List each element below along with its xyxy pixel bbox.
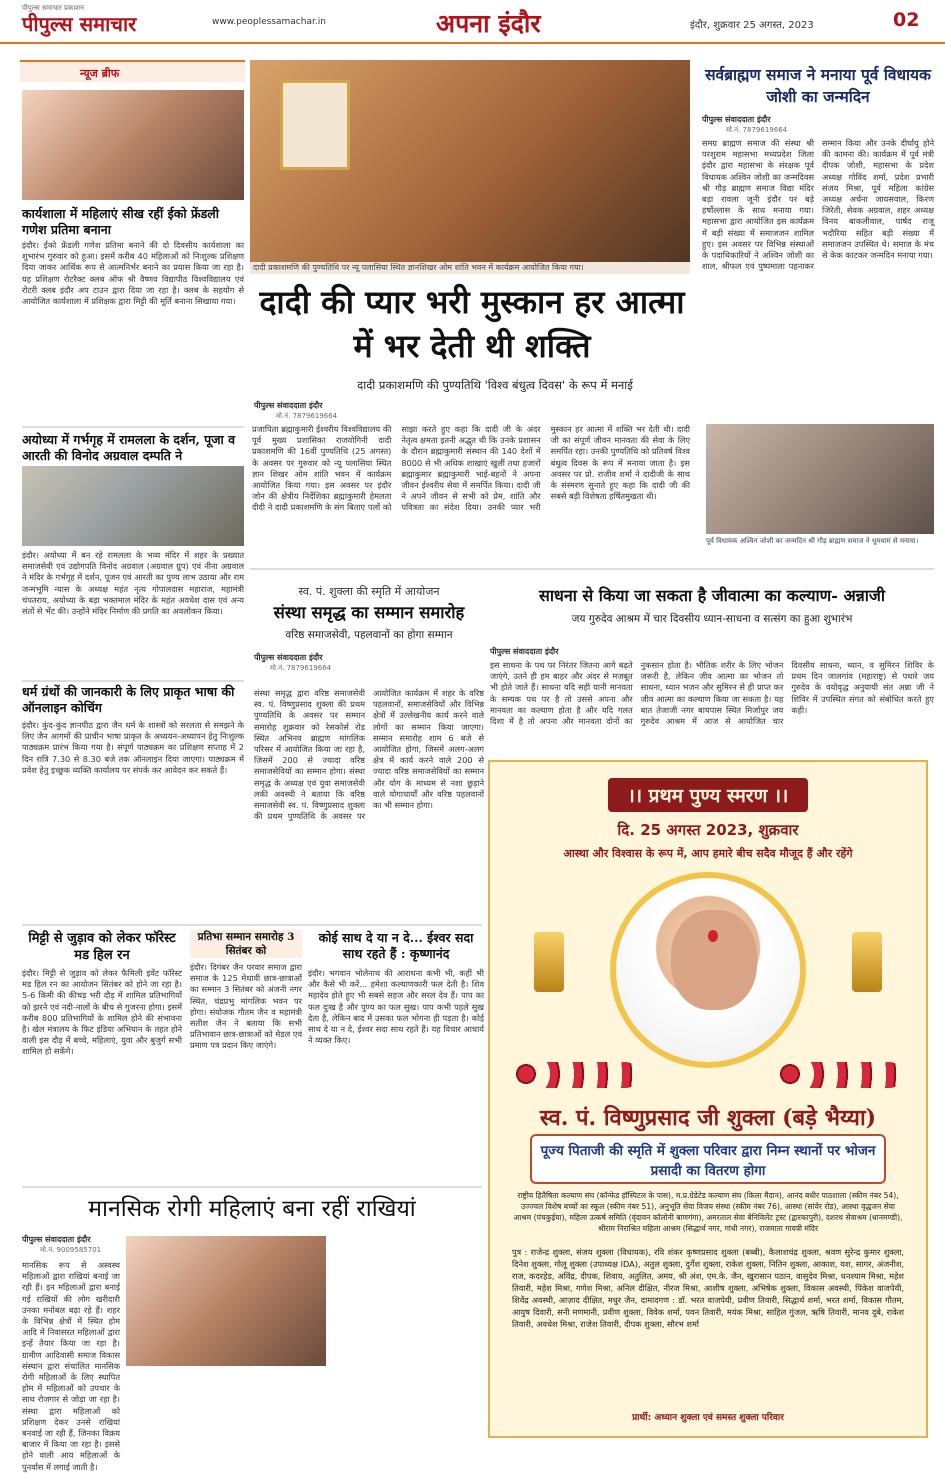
s9-headline: साधना से किया जा सकता है जीवात्मा का कल्याण- अन्नाजी [539,586,885,605]
right-roses-decoration [780,1062,900,1088]
s5-body: इंदौर। दिगंबर जैन परवार समाज द्वारा समाज के 125 मेधावी छात्र-छात्राओं का सम्मान 3 सितंबर को अंजनी नगर स्थित, चंद्रप्रभु मांगलिक भवन पर होगा। संयोजक गौतम जैन व महामंत्री सतीश जैन ने बताया कि सभी प्रतिभावान छात्र-छात्राओं को मेडल एवं प्रमाण पत्र प्रदान किए जाएंगे। [190,962,302,1051]
website-link[interactable]: www.peoplessamachar.in [212,17,326,27]
tilak-mark [708,930,718,942]
s9-byline: पीपुल्स संवाददाता इंदौर [490,647,559,656]
page-number: 02 [893,9,920,31]
memorial-quote: आस्था और विश्वास के रूप में, आप हमारे बीच सदैव मौजूद हैं और रहेंगे [563,847,853,860]
right1-mobile: मो.नं. 7879619664 [726,126,788,134]
s7-body: मानसिक रूप से अस्वस्थ महिलाओं द्वारा राखियां बनाई जा रही हैं। इन महिलाओं द्वारा बनाई गई राखियों की लोग खरीदारी उनका मनोबल बढ़ा रहे हैं। शहर के विभिन्न क्षेत्रों में स्थित होम आदि में निवासरत महिलाओं द्वारा इन्हें तैयार किया जा रहा है। ग्रामीण आदिवासी समाज विकास संस्थान द्वारा संचालित मानसिक रोगी महिलाओं के लिए स्थापित होम में महिलाओं को उपचार के साथ रोजगार से जोड़ा जा रहा है। संस्था द्वारा महिलाओं को प्रशिक्षण देकर उनसे राखियां बनवाई जा रही हैं, जिनका विक्रय बाजार में किया जा रहा है। इससे होने वाली आय महिलाओं के पुनर्वास में लगाई जाती है। [22,1260,120,1472]
portrait-frame [280,80,350,170]
workshop-photo [22,90,244,200]
memorial-places: राष्ट्रीय हितैषिता कल्याण संघ (कॉन्फेड हॉस्पिटल के पास), म.प्र.ग्रेडेटेड कल्याण संघ (किला मैदान), आनंद बधीर पाठशाला (स्कीम नंबर 54), उज्ज्वल विशेष बच्चों का स्कूल (स्कीम नंबर 51), अनुभूति सेवा विजय संस्था (स्कीम नंबर 76), आस्था (सांवेर रोड), आस्था वृद्धजन सेवा आश्रम (पंचकुईया), महिला उत्कर्ष समिति (वृंदावन कॉलोनी बाणगंगा), अमरताल सेवा बेनिविलेंट ट्रस्ट (द्वारकापुरी), दशरथ सेवाश्रम (धानमण्डी), श्रीराम निराश्रित महिला आश्रम (सिद्धार्थ नगर, गांधी नगर), राजमाता गायत्री मंदिर [513,1191,903,1233]
memorial-info-box: पूज्य पिताजी की स्मृति में शुक्ला परिवार द्वारा निम्न स्थानों पर भोजन प्रसादी का वितरण होगा [530,1134,886,1184]
left-roses-decoration [516,1062,636,1088]
s5-headline: प्रतिभा सम्मान समारोह 3 सितंबर को [190,930,302,958]
memorial-ad [488,760,928,1438]
s3-headline: धर्म ग्रंथों की जानकारी के लिए प्राकृत भाषा की ऑनलाइन कोचिंग [22,684,235,715]
s9-body: इस साधना के पथ पर निरंतर जितना आगे बढ़ते जाएंगे, उतने ही हम बाहर और अंदर से मजबूत भी होते जाते हैं। साधना यदि सही यानी मानवता के सम्यक पथ पर है तो उससे अपना और मानवता का कल्याण होता है और यदि गलत दिशा में है तो अपना और मानवता दोनों का नुकसान होता है। भौतिक शरीर के लिए भोजन जरूरी है, लेकिन जीव आत्मा का भोजन तो साधना, ध्यान भजन और सुमिरन से ही प्राप्त कर जीव आत्मा का कल्याण किया जा सकता है। यह बात तेजाजी नगर बायपास स्थित मिर्जापुर जय गुरुदेव आश्रम में आज से आयोजित चार दिवसीय साधना, ध्यान, व सुमिरन शिविर के प्रथम दिन जालगांव (महाराष्ट्र) से पधारे जय गुरुदेव के वयोवृद्ध अनुयायी संत अन्ना जी ने शिविर में उपस्थित संगत को संबोधित करते हुए कही। [490,660,934,727]
s8-subhead: वरिष्ठ समाजसेवी, पहलवानों का होगा सम्मान [285,629,453,641]
memorial-name: स्व. पं. विष्णुप्रसाद जी शुक्ला (बड़े भैय्या) [539,1105,877,1131]
s4-body: इंदौर। मिट्टी से जुड़ाव को लेकर फैमिली इवेंट फॉरेस्ट मड हिल रन का आयोजन सितंबर को होने जा रहा है। 5-6 किमी की कीचड़ भरी दौड़ में शामिल प्रतिभागियों को झरने एवं नदी-नालों के बीच से गुजरना होगा। इसमें करीब 800 प्रतिभागियों के शामिल होने की संभावना है। खेल मंत्रालय के फिट इंडिया अभियान के तहत होने वाली इस दौड़ में बच्चे, महिलाएं, युवा और बुजुर्ग सभी शामिल हो सकेंगे। [22,968,182,1057]
tagline: पीपुल्स समाचार प्रकाशन [22,4,84,12]
s7-mobile: मो.नं. 9009585701 [40,1246,102,1254]
memorial-family: पुत्र : राजेन्द्र शुक्ला, संजय शुक्ला (विधायक), रवि शंकर कृष्णप्रसाद शुक्ला (बब्बी), कैलाशचंद्र शुक्ला, श्रवण सुरेन्द्र कुमार शुक्ला, दिनेश शुक्ला, गोलू शुक्ला (उपाध्यक्ष IDA), अतुल शुक्ला, दुर्गेश शुक्ला, राकेश शुक्ला, नितिन शुक्ला, आकाश, यश, सागर, अंजनीश, राज, कदरहेड, अविंद्र, दीपक, शिवाय, अतुलित, अमय, श्री अंश, एम.के. जैन, खुरासान पठान, वासुदेव मिश्रा, धनश्याम मिश्रा, महेश तिवारी, महेश मिश्रा, गणेश मिश्रा, अनिल दीक्षित, नीरज मिश्रा, आशीष शुक्ला, अभिषेक शुक्ला, विकास अवस्थी, पिंकेश वाजपेयी, शिवेंद्र अवस्थी, आज़ाद दीक्षित, मधुर जैन, दामादगण : डॉ. भरत वाजपेयी, प्रवीण तिवारी, सिद्धार्थ शर्मा, भरत शर्मा, विकास गौतम, आयुष दिवारी, सनी मणमानी, प्रवीण शुक्ला, विवेक शर्मा, पवन तिवारी, मयंक मिश्रा, साहिल गुंजल, ऋषि तिवारी, मानव दुबे, राकेश तिवारी, अवधेश मिश्रा, राजेश तिवारी, दीपक शुक्ला, सौरभ शर्मा [512,1247,904,1329]
s6-headline: कोई साथ दे या न दे... ईश्वर सदा साथ रहते हैं : कृष्णानंद [318,930,474,961]
s7-headline: मानसिक रोगी महिलाएं बना रहीं राखियां [88,1196,416,1222]
masthead [0,0,945,44]
right1-headline: सर्वब्राह्मण समाज ने मनाया पूर्व विधायक जोशी का जन्मदिन [705,65,931,106]
rakhi-photo [126,1236,326,1366]
memorial-title: ।। प्रथम पुण्य स्मरण ।। [608,778,809,812]
memorial-footer: प्रार्थी: अध्यान शुक्ला एवं समस्त शुक्ला परिवार [632,1413,784,1423]
s7-byline: पीपुल्स संवाददाता इंदौर [22,1235,91,1244]
right1-byline: पीपुल्स संवाददाता इंदौर [702,115,771,124]
left-candle-icon [534,932,564,992]
dateline: इंदौर, शुक्रवार 25 अगस्त, 2023 [690,20,814,31]
s9-subhead: जय गुरुदेव आश्रम में चार दिवसीय ध्यान-साधना व सत्संग का हुआ शुभारंभ [571,613,853,625]
newspaper-logo: पीपुल्स समाचार [22,12,137,36]
birthday-photo [706,424,934,534]
right-candle-icon [852,932,882,992]
lead-caption: दादी प्रकाशमणि की पुण्यतिथि पर न्यू पलासिया स्थित ज्ञानशिखर ओम शांति भवन में कार्यक्रम आयोजित किया गया। [250,262,690,274]
s8-body: संस्था समृद्ध द्वारा वरिष्ठ समाजसेवी स्व. पं. विष्णुप्रसाद शुक्ला की प्रथम पुण्यतिथि के अवसर पर सम्मान समारोह शुक्रवार को रेसकोर्स रोड स्थित अभिनव ब्राह्मण मांगलिक परिसर में आयोजित किया जा रहा है, जिसमें 200 से ज्यादा वरिष्ठ समाजसेवियों का सम्मान होगा। संस्था समृद्ध के अध्यक्ष एवं युवा समाजसेवी लकी अवस्थी ने बताया कि वरिष्ठ समाजसेवी स्व. पं. विष्णुप्रसाद शुक्ला की प्रथम पुण्यतिथि के अवसर पर आयोजित कार्यक्रम में शहर के वरिष्ठ पहलवानों, समाजसेवियों और विभिन्न क्षेत्रों में उल्लेखनीय कार्य करने वाले लोगों का सम्मान किया जाएगा। सम्मान समारोह शाम 6 बजे से आयोजित होगा, जिसमें अलग-अलग क्षेत्र में कार्य करने वाले 200 से ज्यादा वरिष्ठ समाजसेवियों का सम्मान और योग के माध्यम से नशा छुड़ाने वाले योगाचार्यों और वरिष्ठ पहलवानों का भी सम्मान होगा। [254,688,484,822]
birthday-caption: पूर्व विधायक अश्विन जोशी का जन्मदिन श्री गौड़ ब्राह्मण समाज ने धूमधाम से मनाया। [706,537,919,545]
s3-body: इंदौर। कुंद-कुंद ज्ञानपीठ द्वारा जैन धर्म के शास्त्रों को सरलता से समझने के लिए जैन आगमों की प्राचीन भाषा प्राकृत के अध्ययन-अध्यापन हेतु निःशुल्क पाठ्यक्रम प्रारंभ किया गया है। संपूर्ण पाठ्यक्रम का प्रशिक्षण सप्ताह में 2 दिन रात्रि 7.30 से 8.30 बजे तक ऑनलाइन दिया जाएगा। पाठ्यक्रम में प्रवेश हेतु इच्छुक व्यक्ति कार्यालय पर संपर्क कर आवेदन कर सकते हैं। [22,720,244,775]
ayodhya-photo [22,466,244,546]
s7-body-right [332,1236,480,1366]
s4-headline: मिट्टी से जुड़ाव को लेकर फॉरेस्ट मड हिल रन [28,931,176,963]
s8-mobile: मो.नं. 7879619664 [270,664,332,672]
news-brief-label: न्यूज ब्रीफ [20,60,245,82]
s8-headline: संस्था समृद्ध का सम्मान समारोह [273,603,465,622]
s2-body: इंदौर। अयोध्या में बन रहे रामलला के भव्य मंदिर में शहर के प्रख्यात समाजसेवी एवं उद्योगपति विनोद अग्रवाल (अग्रवाल ग्रुप) एवं नीना अग्रवाल ने मंदिर के गर्भगृह में दर्शन, पूजन एवं आरती का पुण्य लाभ उठाया और राम जन्मभूमि न्यास के अध्यक्ष महंत नृत्य गोपालदास महाराज, महामंत्री चंपतराय, अयोध्या के बड़ा भक्तमाल मंदिर के महंत अवधेश दास एवं अन्य संतों से भेंट की। उन्होंने मंदिर निर्माण की प्रगति का अवलोकन किया। [22,550,244,617]
right1-body: समग्र ब्राह्मण समाज की संस्था श्री परशुराम महासभा मध्यप्रदेश जिला इंदौर द्वारा महासभा के संरक्षक पूर्व विधायक अश्विन जोशी का जन्मदिवस श्री गौड़ ब्राह्मण समाज विद्या मंदिर बड़ा रावला जूनी इंदौर पर बड़े हर्षोल्लास के साथ मनाया गया। महासभा द्वारा आयोजित इस कार्यक्रम में बड़ी संख्या में समाजजन शामिल हुए। इस अवसर पर विभिन्न संस्थाओं के पदाधिकारियों ने अश्विन जोशी का शाल, श्रीफल एवं पुष्पमाला पहनाकर सम्मान किया और उनके दीर्घायु होने की कामना की। कार्यक्रम में पूर्व मंत्री दीपक जोशी, महासभा के प्रदेश अध्यक्ष गोविंद शर्मा, प्रदेश प्रभारी संजय मिश्रा, पूर्व महिला कांग्रेस अध्यक्ष अर्चना जायसवाल, किरण जिरेती, सेवक अग्रवाल, शहर अध्यक्ष विनय बाकलीवाल, पार्षद राजू भदौरिया सहित बड़ी संख्या में समाजजन उपस्थित थे। समाज के मंच से केक काटकर जन्मदिन मनाया गया। [702,138,934,272]
lead-body: प्रजापिता ब्रह्माकुमारी ईश्वरीय विश्वविद्यालय की पूर्व मुख्य प्रशासिका राजयोगिनी दादी प्रकाशमणि की 16वीं पुण्यतिथि (25 अगस्त) के अवसर पर गुरुवार को न्यू पलासिया स्थित ज्ञान शिखर ओम शांति भवन में कार्यक्रम आयोजित किया गया। इस अवसर पर इंदौर जोन की क्षेत्रीय निर्देशिका ब्रह्माकुमारी हेमलता दीदी ने दादी प्रकाशमणि के संग बिताए पलों को साझा करते हुए कहा कि दादी जी के अंदर नेतृत्व क्षमता इतनी अद्भुत थी कि उनके प्रशासन के दौरान ब्रह्माकुमारी संस्थान की 140 देशों में 8000 से भी अधिक शाखाएं खुलीं तथा हजारों ब्रह्माकुमार ब्रह्माकुमारी भाई-बहनों ने अपना जीवन ईश्वरीय सेवा में समर्पित किया। दादी जी ने अपने जीवन से सभी को प्रेम, शांति और पवित्रता का संदेश दिया। उनकी प्यार भरी मुस्कान हर आत्मा में शक्ति भर देती थी। दादी जी का संपूर्ण जीवन मानवता की सेवा के लिए समर्पित रहा। उनकी पुण्यतिथि को प्रतिवर्ष विश्व बंधुत्व दिवस के रूप में मनाया जाता है। इस अवसर पर प्रो. राजीव शर्मा ने दादीजी के साथ के संस्मरण सुनाते हुए कहा कि दादी जी की सबसे बड़ी विशेषता हर्षितमुखता थी। [252,424,690,513]
s1-body: इंदौर। ईको फ्रेंडली गणेश प्रतिमा बनाने की दो दिवसीय कार्यशाला का शुभारंभ गुरुवार को हुआ। इसमें करीब 40 महिलाओं को निःशुल्क प्रशिक्षण दिया जाकर आर्थिक रूप से आत्मनिर्भर बनाने का प्रयास किया जा रहा है। यह प्रशिक्षण रोटरैक्ट क्लब ऑफ श्री वैष्णव विद्यापीठ विश्वविद्यालय एवं रोटरी क्लब इंदौर अप टाउन द्वारा दिया जा रहा है। क्लब के सहयोग से आयोजित कार्यशाला में प्रशिक्षक द्वारा मिट्टी की मूर्ति बनाना सिखाया गया। [22,240,244,307]
lead-headline: दादी की प्यार भरी मुस्कान हर आत्मा में भर देती थी शक्ति [259,283,685,365]
memorial-title-wrap [490,778,926,812]
s2-headline: अयोध्या में गर्भगृह में रामलला के दर्शन, पूजा व आरती की विनोद अग्रवाल दम्पति ने [22,432,236,463]
s6-body: इंदौर। भगवान भोलेनाथ की आराधना कभी भी, कहीं भी और कैसे भी करें... हमेशा कल्याणकारी फल देती है। शिव महादेव होते हुए भी सबसे सहज और सरल देव हैं। पाप का फल दुःख है और पुण्य का फल सुख। पाप कभी पहले सुख देता है, लेकिन बाद में उसका फल भोगना ही पड़ता है। कोई साथ दे या न दे, ईश्वर सदा साथ रहते हैं। यह विचार आचार्य ने व्यक्त किए। [308,968,484,1046]
s8-kicker: स्व. पं. शुक्ला की स्मृति में आयोजन [298,585,440,598]
section-title: अपना इंदौर [436,9,541,38]
s7-body-continued [126,1370,476,1436]
s1-headline: कार्यशाला में महिलाएं सीख रहीं ईको फ्रेंडली गणेश प्रतिमा बनाना [22,206,220,237]
s8-byline: पीपुल्स संवाददाता इंदौर [254,653,323,662]
lead-subhead: दादी प्रकाशमणि की पुण्यतिथि 'विश्व बंधुत्व दिवस' के रूप में मनाई [357,378,633,392]
memorial-date: दि. 25 अगस्त 2023, शुक्रवार [617,821,799,839]
lead-mobile: मो.नं. 7879619664 [276,412,338,420]
lead-photo [250,60,690,268]
portrait-face [671,910,757,1010]
memorial-portrait [610,872,806,1068]
lead-byline: पीपुल्स संवाददाता इंदौर [254,401,323,410]
